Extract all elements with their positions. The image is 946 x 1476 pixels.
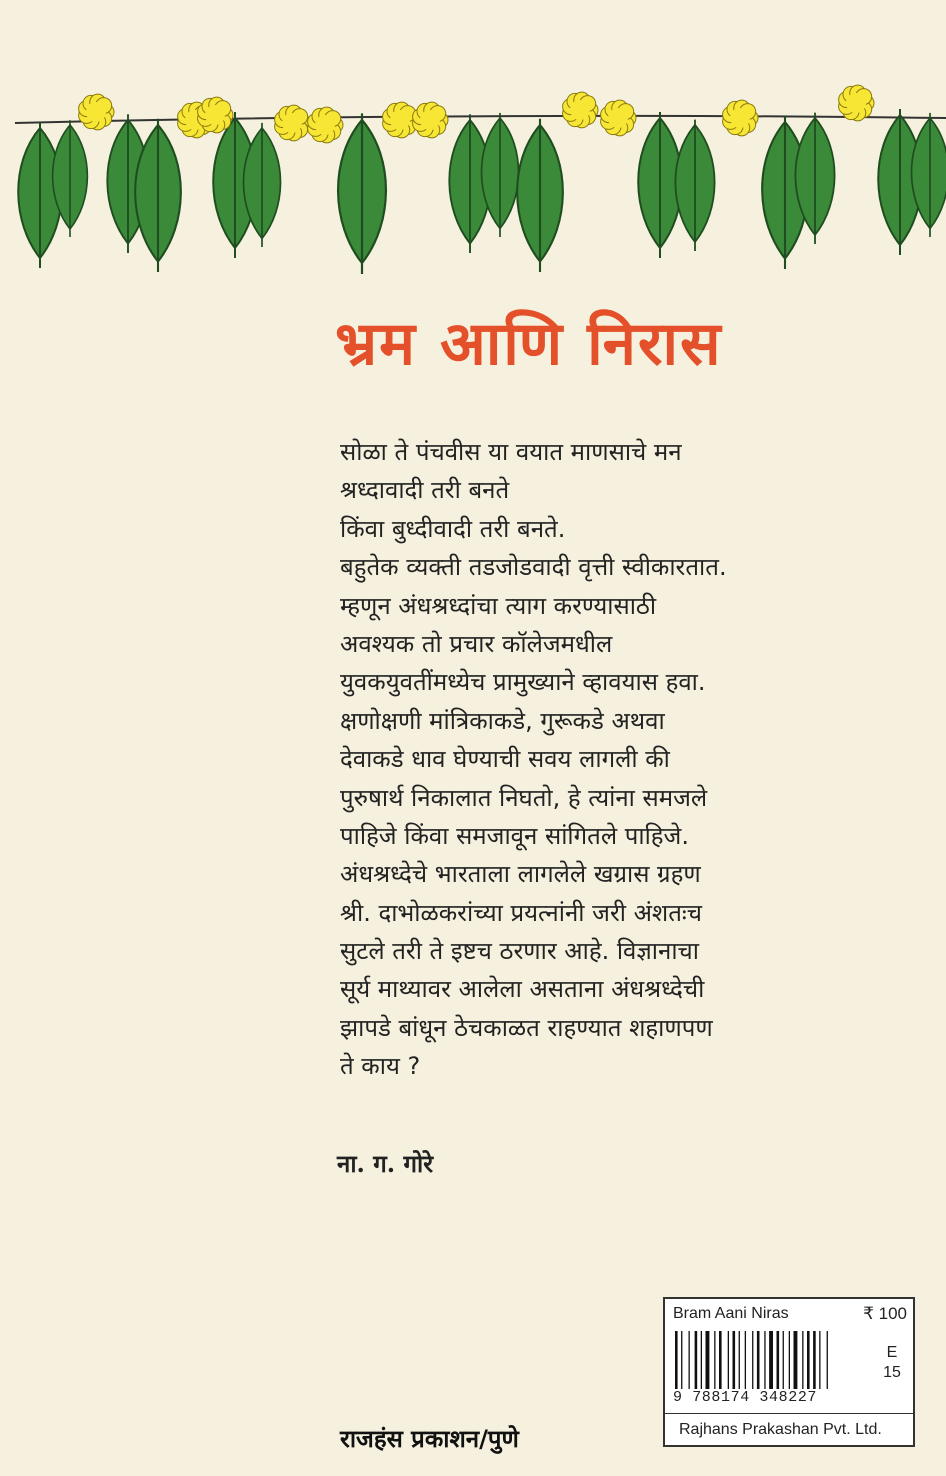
stock-code	[879, 1343, 905, 1383]
barcode-bar	[714, 1331, 715, 1393]
marigold-flower	[383, 102, 418, 138]
blurb-line: युवकयुवतींमध्येच प्रामुख्याने व्हावयास हवा.	[340, 668, 706, 697]
barcode-bar	[789, 1331, 790, 1393]
barcode-bar	[802, 1331, 803, 1393]
barcode-bar	[827, 1331, 828, 1393]
barcode-bar	[706, 1331, 710, 1393]
barcode-bar	[689, 1331, 690, 1393]
barcode-bar	[675, 1331, 678, 1393]
blurb-line: झापडे बांधून ठेचकाळत राहण्यात शहाणपण	[340, 1013, 713, 1042]
leaf	[482, 113, 519, 237]
leaf	[338, 113, 386, 274]
barcode-label	[663, 1297, 915, 1447]
marigold-flower	[413, 102, 448, 138]
blurb-line: श्रध्दावादी तरी बनते	[340, 476, 510, 505]
barcode-bar	[764, 1331, 765, 1393]
blurb-line: बहुतेक व्यक्ती तडजोडवादी वृत्ती स्वीकारतात.	[340, 553, 727, 582]
blurb-line: अवश्यक तो प्रचार कॉलेजमधील	[340, 629, 613, 658]
book-title: भ्रम आणि निरास	[335, 309, 723, 379]
marigold-flower	[563, 92, 598, 128]
marigold-flower	[601, 100, 636, 136]
marigold-flower	[79, 94, 114, 130]
barcode-bar	[777, 1331, 780, 1393]
blurb	[340, 433, 800, 1086]
blurb-line: क्षणोक्षणी मांत्रिकाकडे, गुरूकडे अथवा	[340, 706, 665, 735]
blurb-line: किंवा बुध्दीवादी तरी बनते.	[340, 514, 566, 543]
barcode-divider	[665, 1413, 913, 1414]
barcode-bar	[739, 1331, 740, 1393]
marigold-flower	[198, 97, 233, 133]
barcode-bar	[745, 1331, 746, 1393]
author-name: ना. ग. गोरे	[337, 1149, 434, 1178]
barcode-bar	[807, 1331, 810, 1393]
barcode-bar	[719, 1331, 722, 1393]
blurb-line: म्हणून अंधश्रध्दांचा त्याग करण्यासाठी	[340, 591, 657, 620]
barcode-bar	[752, 1331, 753, 1393]
publisher-name: राजहंस प्रकाशन/पुणे	[340, 1425, 519, 1453]
leaf	[912, 113, 946, 237]
marigold-flower	[723, 100, 758, 136]
marigold-flower	[275, 105, 310, 141]
barcode-bar	[695, 1331, 698, 1393]
barcode-bar	[769, 1331, 773, 1393]
barcode-bar	[728, 1331, 729, 1393]
blurb-line: ते काय ?	[340, 1052, 421, 1081]
blurb-line: श्री. दाभोळकरांच्या प्रयत्नांनी जरी अंशतःच	[340, 898, 703, 927]
barcode-graphic	[673, 1331, 883, 1393]
barcode-bar	[813, 1331, 816, 1393]
barcode-bar	[794, 1331, 798, 1393]
leaf	[517, 119, 563, 272]
barcode-bar	[701, 1331, 702, 1393]
barcode-bar	[757, 1331, 760, 1393]
barcode-bar	[733, 1331, 736, 1393]
price-label: ₹ 100	[863, 1304, 907, 1323]
blurb-line: पाहिजे किंवा समजावून सांगितले पाहिजे.	[340, 821, 689, 850]
leaf	[675, 120, 714, 251]
barcode-bar	[819, 1331, 820, 1393]
garland-illustration	[0, 0, 946, 290]
marigold-flower	[308, 107, 343, 143]
barcode-bar	[681, 1331, 682, 1393]
blurb-line: देवाकडे धाव घेण्याची सवय लागली की	[340, 745, 670, 774]
blurb-line: पुरुषार्थ निकालात निघतो, हे त्यांना समजले	[340, 783, 708, 812]
isbn-number: 9 788174 348227	[673, 1389, 883, 1406]
blurb-line: सूर्य माथ्यावर आलेला असताना अंधश्रध्देची	[340, 975, 705, 1004]
marigold-flower	[839, 85, 874, 121]
barcode-publisher: Rajhans Prakashan Pvt. Ltd.	[679, 1421, 882, 1438]
barcode-book-title: Bram Aani Niras	[673, 1305, 789, 1322]
stock-code-number: 15	[883, 1364, 901, 1381]
blurb-line: सुटले तरी ते इष्टच ठरणार आहे. विज्ञानाचा	[340, 937, 699, 966]
blurb-line: अंधश्रध्देचे भारताला लागलेले खग्रास ग्रहण	[340, 860, 701, 889]
blurb-line: सोळा ते पंचवीस या वयात माणसाचे मन	[340, 438, 682, 466]
stock-code-letter: E	[886, 1344, 898, 1361]
barcode-bar	[783, 1331, 784, 1393]
